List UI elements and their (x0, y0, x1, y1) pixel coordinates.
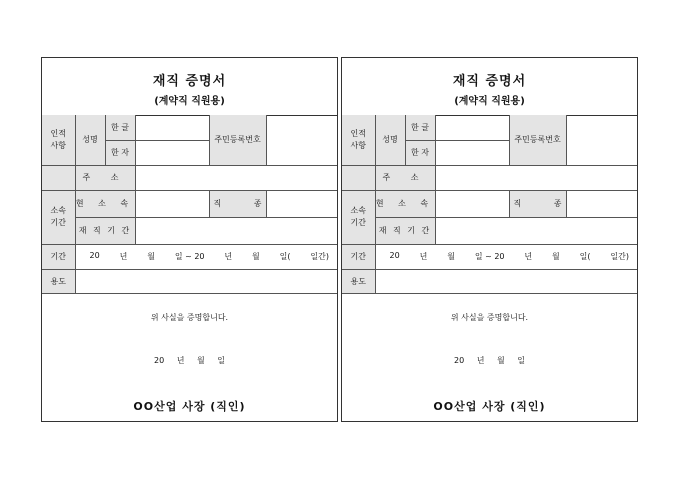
issue-date: 20 년 월 일 (454, 356, 525, 365)
period-part: 일( (279, 252, 291, 261)
personal-info-continued (42, 165, 75, 190)
period-part: 일 ~ 20 (174, 252, 205, 261)
current-affiliation-field[interactable] (135, 190, 209, 217)
hanja-name-field[interactable] (435, 140, 509, 165)
period-field[interactable] (75, 244, 337, 269)
period-text (76, 251, 338, 262)
period-text (376, 251, 638, 262)
personal-info-label: 인적 사항 (42, 115, 75, 165)
purpose-label: 용도 (342, 269, 375, 293)
period-part: 월 (147, 252, 155, 261)
certificate-form-left (41, 57, 338, 422)
hangul-label: 한 글 (405, 115, 435, 140)
hangul-label: 한 글 (105, 115, 135, 140)
address-label: 주 소 (75, 165, 135, 190)
hangul-name-field[interactable] (135, 115, 209, 140)
period-part: 년 (419, 252, 428, 261)
form-title: 재직 증명서 (452, 74, 527, 89)
form-table (342, 115, 637, 294)
name-label: 성명 (375, 115, 405, 165)
confirmation-text: 위 사실을 증명합니다. (150, 313, 229, 322)
current-affiliation-label: 현 소 속 (375, 190, 435, 217)
employment-period-field[interactable] (435, 217, 637, 244)
address-field[interactable] (435, 165, 637, 190)
hangul-name-field[interactable] (435, 115, 509, 140)
certificate-form-right (341, 57, 638, 422)
hanja-label: 한 자 (405, 140, 435, 165)
employment-period-label: 재 직 기 간 (375, 217, 435, 244)
title-area (342, 58, 637, 116)
issuer-signature: OO산업 사장 (직인) (133, 400, 246, 413)
address-field[interactable] (135, 165, 337, 190)
form-subtitle: (계약직 직원용) (454, 96, 525, 107)
hanja-label: 한 자 (105, 140, 135, 165)
job-type-field[interactable] (566, 190, 637, 217)
job-type-field[interactable] (266, 190, 337, 217)
personal-info-label: 인적 사항 (342, 115, 375, 165)
name-label: 성명 (75, 115, 105, 165)
period-label: 기간 (42, 244, 75, 269)
purpose-label: 용도 (42, 269, 75, 293)
affiliation-period-label: 소속 기간 (342, 190, 375, 244)
confirmation-text: 위 사실을 증명합니다. (450, 313, 529, 322)
resident-number-field[interactable] (266, 115, 337, 165)
job-type-label: 직 종 (209, 190, 266, 217)
personal-info-continued (342, 165, 375, 190)
purpose-field[interactable] (75, 269, 337, 293)
form-table (42, 115, 337, 294)
current-affiliation-label: 현 소 속 (75, 190, 135, 217)
resident-number-label: 주민등록번호 (209, 115, 266, 165)
affiliation-period-label: 소속 기간 (42, 190, 75, 244)
period-part: 월 (252, 252, 260, 261)
form-title: 재직 증명서 (152, 74, 227, 89)
resident-number-label: 주민등록번호 (509, 115, 566, 165)
period-label: 기간 (342, 244, 375, 269)
current-affiliation-field[interactable] (435, 190, 509, 217)
purpose-field[interactable] (375, 269, 637, 293)
period-part: 일간) (610, 252, 629, 261)
period-part: 월 (447, 252, 455, 261)
employment-period-field[interactable] (135, 217, 337, 244)
period-part: 일 ~ 20 (474, 252, 505, 261)
issuer-signature: OO산업 사장 (직인) (433, 400, 546, 413)
period-part: 년 (524, 252, 533, 261)
title-area (42, 58, 337, 116)
resident-number-field[interactable] (566, 115, 637, 165)
hanja-name-field[interactable] (135, 140, 209, 165)
period-part: 일( (579, 252, 591, 261)
form-subtitle: (계약직 직원용) (154, 96, 225, 107)
period-part: 20 (89, 251, 100, 260)
period-field[interactable] (375, 244, 637, 269)
period-part: 20 (389, 251, 400, 260)
period-part: 년 (224, 252, 233, 261)
job-type-label: 직 종 (509, 190, 566, 217)
period-part: 월 (552, 252, 560, 261)
issue-date: 20 년 월 일 (154, 356, 225, 365)
period-part: 일간) (310, 252, 329, 261)
period-part: 년 (119, 252, 128, 261)
address-label: 주 소 (375, 165, 435, 190)
employment-period-label: 재 직 기 간 (75, 217, 135, 244)
